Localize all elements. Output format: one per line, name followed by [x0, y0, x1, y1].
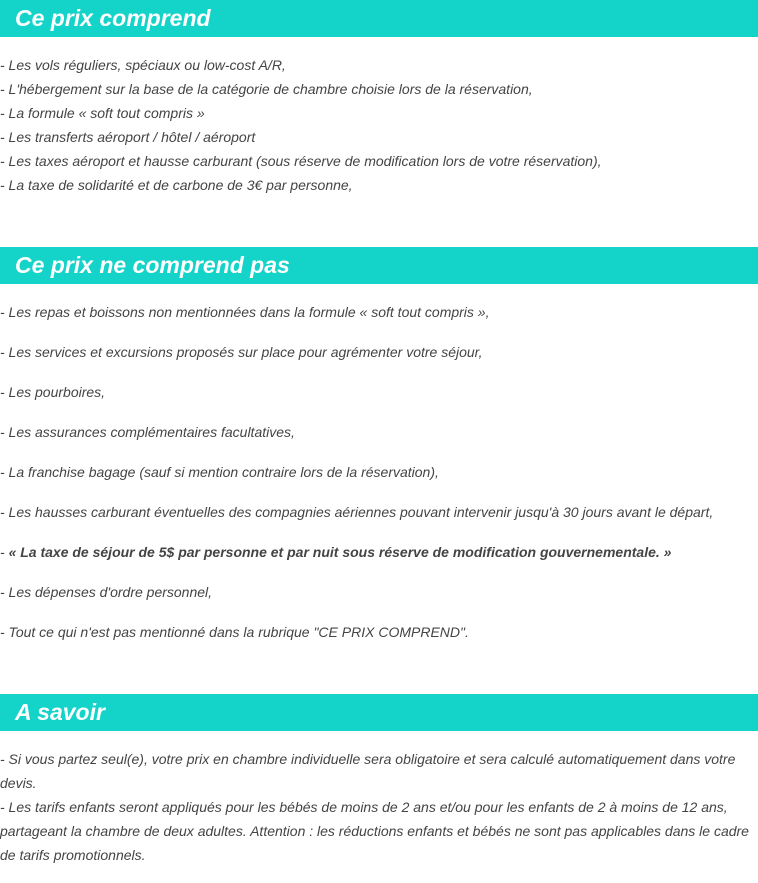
not-included-item-tax	[0, 540, 671, 564]
section-title-to-know: A savoir	[0, 694, 758, 731]
included-item: - La formule « soft tout compris »	[0, 105, 205, 121]
not-included-item: - Les assurances complémentaires facultatives,	[0, 424, 295, 440]
not-included-item: - Les hausses carburant éventuelles des compagnies aériennes pouvant intervenir jusqu'à 30 jours avant le départ,	[0, 504, 714, 520]
to-know-paragraph: - Les tarifs enfants seront appliqués pour les bébés de moins de 2 ans et/ou pour les enfants de 2 à moins de 12 ans, partageant la chambre de deux adultes. Attention : les réductions enfants et bébés ne sont pas applicables dans le cadre de tarifs promotionnels.	[0, 799, 749, 863]
section-title-not-included: Ce prix ne comprend pas	[0, 247, 758, 284]
not-included-item: - Tout ce qui n'est pas mentionné dans la rubrique "CE PRIX COMPREND".	[0, 624, 469, 640]
included-item: - La taxe de solidarité et de carbone de 3€ par personne,	[0, 177, 353, 193]
not-included-item: - La franchise bagage (sauf si mention contraire lors de la réservation),	[0, 464, 439, 480]
to-know-paragraph: - Si vous partez seul(e), votre prix en chambre individuelle sera obligatoire et sera calculé automatiquement dans votre devis.	[0, 751, 736, 791]
not-included-item: - Les pourboires,	[0, 384, 106, 400]
included-item: - Les vols réguliers, spéciaux ou low-cost A/R,	[0, 57, 286, 73]
not-included-item: - Les services et excursions proposés sur place pour agrémenter votre séjour,	[0, 344, 483, 360]
section-title-included: Ce prix comprend	[0, 0, 758, 37]
not-included-item: - Les repas et boissons non mentionnées dans la formule « soft tout compris »,	[0, 304, 490, 320]
included-item: - L'hébergement sur la base de la catégorie de chambre choisie lors de la réservation,	[0, 81, 533, 97]
tax-item-prefix: -	[0, 544, 9, 560]
tax-item-bold-text: « La taxe de séjour de 5$ par personne et par nuit sous réserve de modification gouvernementale. »	[8, 544, 672, 560]
not-included-item: - Les dépenses d'ordre personnel,	[0, 584, 213, 600]
included-item: - Les taxes aéroport et hausse carburant (sous réserve de modification lors de votre réservation),	[0, 153, 602, 169]
included-item: - Les transferts aéroport / hôtel / aéroport	[0, 129, 256, 145]
